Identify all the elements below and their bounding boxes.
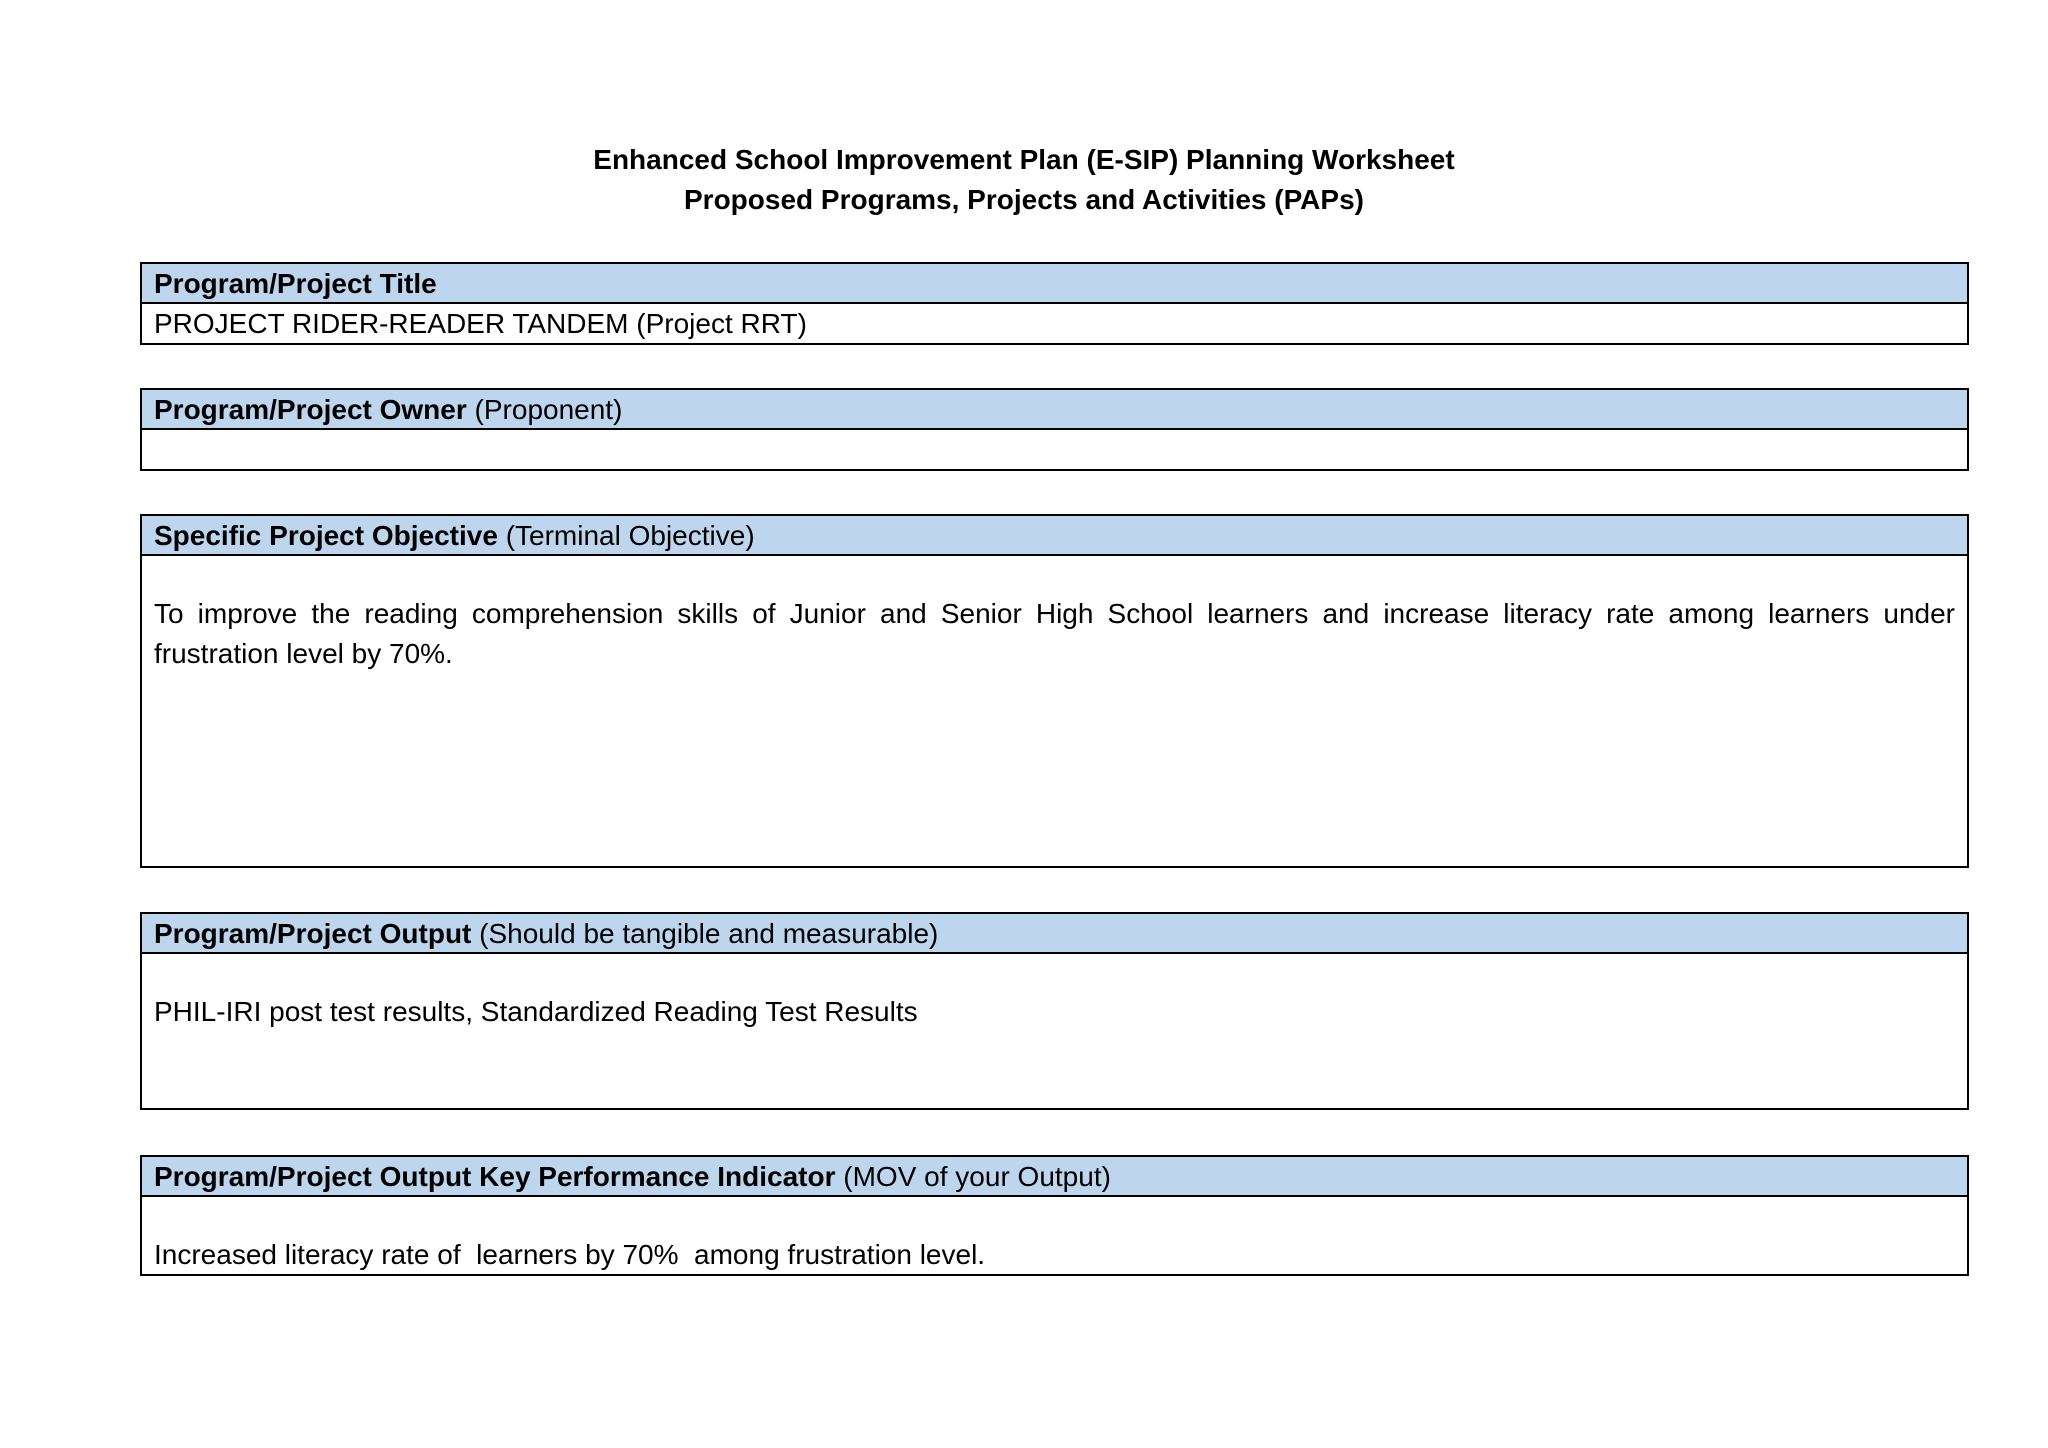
section-project-title (140, 262, 1969, 345)
section-project-kpi-value: Increased literacy rate of learners by 70% among frustration level. (154, 1239, 986, 1270)
section-project-output (140, 912, 1969, 1110)
section-project-output-value: PHIL-IRI post test results, Standardized Reading Test Results (154, 996, 918, 1027)
document-header (0, 140, 2048, 220)
section-project-owner-header (142, 390, 1967, 430)
document-title: Enhanced School Improvement Plan (E-SIP) Planning Worksheet (593, 144, 1455, 175)
section-project-objective-value: To improve the reading comprehension skills of Junior and Senior High School learners and increase literacy rate among learners under frustration level by 70%. (154, 598, 1955, 669)
document-subtitle: Proposed Programs, Projects and Activities (PAPs) (684, 184, 1364, 215)
section-project-objective (140, 514, 1969, 868)
section-project-kpi-note: (MOV of your Output) (835, 1161, 1111, 1192)
section-project-output-note: (Should be tangible and measurable) (471, 918, 939, 949)
section-project-title-header (142, 264, 1967, 304)
section-project-objective-header (142, 516, 1967, 556)
section-project-owner (140, 388, 1969, 471)
section-project-kpi-header (142, 1157, 1967, 1197)
section-project-objective-note: (Terminal Objective) (497, 520, 755, 551)
section-project-kpi (140, 1155, 1969, 1276)
section-project-title-label: Program/Project Title (154, 268, 437, 299)
section-project-owner-note: (Proponent) (466, 394, 623, 425)
section-project-title-value: PROJECT RIDER-READER TANDEM (Project RRT) (154, 308, 807, 339)
section-project-owner-label: Program/Project Owner (154, 394, 467, 425)
section-project-output-header (142, 914, 1967, 954)
section-project-objective-label: Specific Project Objective (154, 520, 498, 551)
section-project-output-label: Program/Project Output (154, 918, 472, 949)
section-project-kpi-label: Program/Project Output Key Performance Indicator (154, 1161, 836, 1192)
